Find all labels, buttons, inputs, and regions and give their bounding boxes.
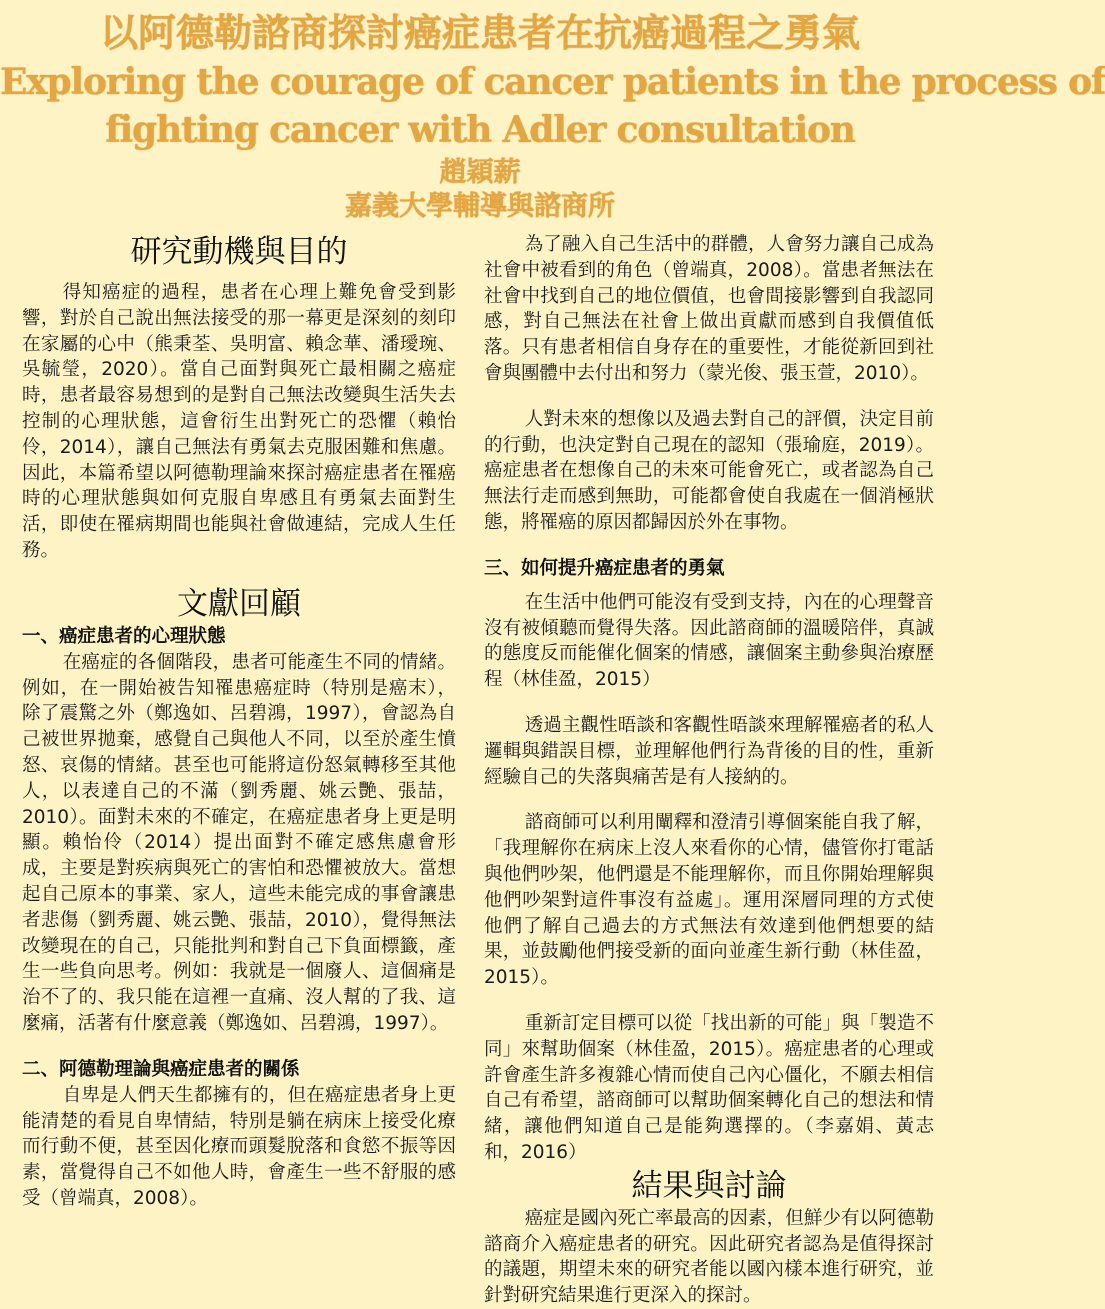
goal-setting-paragraph: 重新訂定目標可以從「找出新的可能」與「製造不同」來幫助個案（林佳盈，2015）。癌症患者的心理或許會產生許多複雜心情而使自己內心僵化，不願去相信自己有希望，諮商師可以幫助個案轉化自己的想法和情緒，讓他們知道自己是能夠選擇的。（李嘉娟、黃志和，2016） <box>484 1012 934 1163</box>
clarification-paragraph: 諮商師可以利用闡釋和澄清引導個案能自我了解，「我理解你在病床上沒人來看你的心情，儘管你打電話與他們吵架，他們還是不能理解你，而且你開始理解與他們吵架對這件事沒有益處」。運用深層同理的方式使他們了解自己過去的方式無法有效達到他們想要的結果，並鼓勵他們接受新的面向並產生新行動（林佳盈，2015）。 <box>484 812 934 989</box>
section-title-motivation: 研究動機與目的 <box>130 234 348 270</box>
counselor-support-paragraph: 在生活中他們可能沒有受到支持，內在的心理聲音沒有被傾聽而覺得失落。因此諮商師的溫暖陪伴，真誠的態度反而能催化個案的情感，讓個案主動參與治療歷程（林佳盈，2015） <box>484 591 934 691</box>
author-name: 趙穎薪 <box>439 157 521 188</box>
future-imagination-paragraph: 人對未來的想像以及過去對自己的評價，決定目前的行動，也決定對自己現在的認知（張瑜庭，2019）。癌症患者在想像自己的未來可能會死亡，或者認為自己無法行走而感到無助，可能都會使自我處在一個消極狀態，將罹癌的原因都歸因於外在事物。 <box>484 408 934 533</box>
author-affiliation: 嘉義大學輔導與諮商所 <box>345 191 615 222</box>
subsection-title-psychological-state: 一、癌症患者的心理狀態 <box>22 625 226 647</box>
results-paragraph: 癌症是國內死亡率最高的因素，但鮮少有以阿德勒諮商介入癌症患者的研究。因此研究者認為是值得探討的議題，期望未來的研究者能以國內樣本進行研究，並針對研究結果進行更深入的探討。 <box>484 1207 934 1307</box>
poster-header <box>0 8 1105 224</box>
adler-theory-paragraph: 自卑是人們天生都擁有的，但在癌症患者身上更能清楚的看見自卑情結，特別是躺在病床上接受化療而行動不便，甚至因化療而頭髮脫落和食慾不振等因素，當覺得自己不如他人時，會產生一些不舒服的感受（曾端真，2008）。 <box>22 1084 456 1209</box>
psychological-state-paragraph: 在癌症的各個階段，患者可能產生不同的情緒。例如，在一開始被告知罹患癌症時（特別是癌末），除了震驚之外（鄭逸如、呂碧鴻，1997），會認為自己被世界拋棄，感覺自己與他人不同，以至於產生憤怒、哀傷的情緒。甚至也可能將這份怒氣轉移至其他人，以表達自己的不滿（劉秀麗、姚云艷、張喆，2010）。面對未來的不確定，在癌症患者身上更是明顯。賴怡伶（2014）提出面對不確定感焦慮會形成，主要是對疾病與死亡的害怕和恐懼被放大。當想起自己原本的事業、家人，這些未能完成的事會讓患者悲傷（劉秀麗、姚云艷、張喆，2010），覺得無法改變現在的自己，只能批判和對自己下負面標籤，產生一些負向思考。例如：我就是一個廢人、這個痛是治不了的、我只能在這裡一直痛、沒人幫的了我、這麼痛，活著有什麼意義（鄭逸如、呂碧鴻，1997）。 <box>22 651 456 1034</box>
subsection-title-enhance-courage: 三、如何提升癌症患者的勇氣 <box>484 557 725 579</box>
section-title-results: 結果與討論 <box>631 1167 787 1204</box>
title-english-line1: Exploring the courage of cancer patients in the process of <box>0 61 1105 103</box>
right-column <box>484 232 934 1309</box>
social-role-paragraph: 為了融入自己生活中的群體，人會努力讓自己成為社會中被看到的角色（曾端真，2008）。當患者無法在社會中找到自己的地位價值，也會間接影響到自我認同感，對自己無法在社會上做出貢獻而感到自我價值低落。只有患者相信自身存在的重要性，才能從新回到社會與團體中去付出和努力（蒙光俊、張玉萱，2010）。 <box>484 234 934 384</box>
title-english-line2: fighting cancer with Adler consultation <box>105 109 855 151</box>
section-title-literature-review: 文獻回顧 <box>177 585 301 622</box>
motivation-paragraph: 得知癌症的過程，患者在心理上難免會受到影響，對於自己說出無法接受的那一幕更是深刻的刻印在家屬的心中（熊秉荃、吳明富、賴念華、潘璦琬、吳毓瑩，2020）。當自己面對與死亡最相關之癌症時，患者最容易想到的是對自己無法改變與生活失去控制的心理狀態，這會衍生出對死亡的恐懼（賴怡伶，2014），讓自己無法有勇氣去克服困難和焦慮。因此，本篇希望以阿德勒理論來探討癌症患者在罹癌時的心理狀態與如何克服自卑感且有勇氣去面對生活，即使在罹病期間也能與社會做連結，完成人生任務。 <box>22 282 456 561</box>
subsection-title-adler-theory: 二、阿德勒理論與癌症患者的關係 <box>22 1058 300 1080</box>
left-column <box>22 232 456 1212</box>
interview-paragraph: 透過主觀性晤談和客觀性晤談來理解罹癌者的私人邏輯與錯誤目標，並理解他們行為背後的目的性，重新經驗自己的失落與痛苦是有人接納的。 <box>484 714 934 788</box>
title-chinese: 以阿德勒諮商探討癌症患者在抗癌過程之勇氣 <box>99 11 860 55</box>
